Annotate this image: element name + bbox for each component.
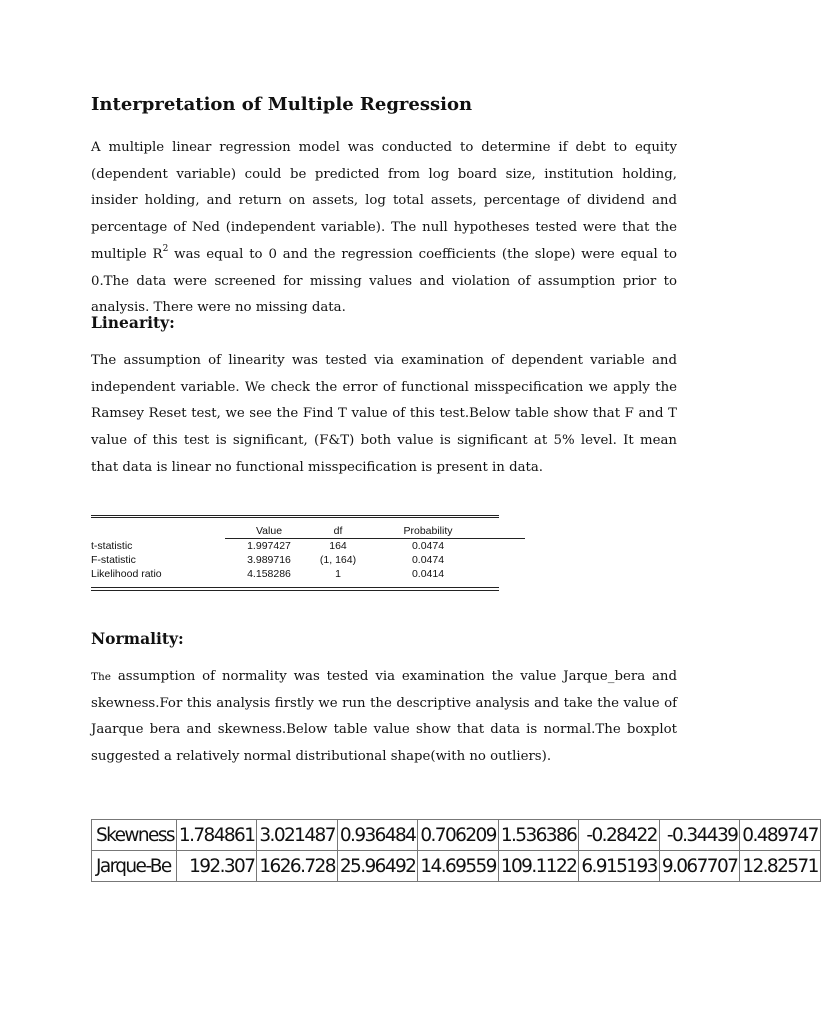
intro-text-2: was equal to 0 and the regression coefficients (the slope) were equal to 0.The data were screened for missing values and violation of assumption prior to analysis. There were no missing data. — [91, 246, 677, 316]
row-label: Likelihood ratio — [91, 568, 162, 580]
row-value: 4.158286 — [247, 568, 291, 580]
table-top-rule — [91, 515, 499, 516]
stats-cell: 3.021487 — [257, 820, 337, 851]
stats-cell: -0.28422 — [579, 820, 659, 851]
stats-row — [92, 820, 821, 851]
stats-cell: 14.69559 — [418, 851, 498, 882]
r-squared-superscript: 2 — [162, 244, 169, 255]
ramsey-reset-table — [91, 513, 499, 593]
page-title: Interpretation of Multiple Regression — [91, 94, 473, 115]
intro-text-1: A multiple linear regression model was conducted to determine if debt to equity (dependent variable) could be predicted from log board size, institution holding, insider holding, and return on assets, log total assets, percentage of dividend and percentage of Ned (independent variable). The null hypotheses tested were that the multiple R — [91, 140, 677, 262]
linearity-heading: Linearity: — [91, 313, 175, 332]
table-bottom-rule — [91, 587, 499, 588]
table-top-rule-2 — [91, 517, 499, 518]
stats-cell: -0.34439 — [659, 820, 739, 851]
col-header-value: Value — [255, 525, 283, 537]
header-underline — [225, 538, 525, 539]
normality-lead: The — [91, 671, 111, 683]
row-probability: 0.0474 — [411, 540, 445, 552]
stats-cell: 0.706209 — [418, 820, 498, 851]
intro-paragraph — [91, 135, 677, 322]
row-df: 1 — [335, 568, 341, 580]
row-value: 3.989716 — [247, 554, 291, 566]
row-probability: 0.0414 — [411, 568, 445, 580]
stats-cell: 1.784861 — [176, 820, 256, 851]
row-df: (1, 164) — [319, 554, 357, 566]
stats-row-label: Jarque-Be — [92, 851, 177, 882]
stats-cell: 1.536386 — [498, 820, 578, 851]
stats-row — [92, 851, 821, 882]
normality-text: assumption of normality was tested via examination the value Jarque_bera and skewness.For this analysis firstly we run the descriptive analysis and take the value of Jaarque bera and skewness.Below table value show that data is normal.The boxplot suggested a relatively normal distributional shape(with no outliers). — [91, 669, 677, 765]
stats-cell: 12.82571 — [740, 851, 820, 882]
stats-cell: 192.307 — [176, 851, 256, 882]
stats-row-label: Skewness — [92, 820, 177, 851]
row-df: 164 — [329, 540, 347, 552]
row-label: F-statistic — [91, 554, 136, 566]
row-label: t-statistic — [91, 540, 133, 552]
row-value: 1.997427 — [247, 540, 291, 552]
col-header-df: df — [333, 525, 343, 537]
stats-cell: 25.96492 — [337, 851, 417, 882]
row-probability: 0.0474 — [411, 554, 445, 566]
normality-paragraph — [91, 664, 677, 771]
table-bottom-rule-2 — [91, 590, 499, 591]
stats-cell: 1626.728 — [257, 851, 337, 882]
stats-cell: 6.915193 — [579, 851, 659, 882]
normality-heading: Normality: — [91, 629, 184, 648]
descriptive-stats-table — [91, 819, 821, 882]
stats-cell: 109.1122 — [498, 851, 578, 882]
col-header-probability: Probability — [403, 525, 453, 537]
stats-cell: 9.067707 — [659, 851, 739, 882]
linearity-paragraph: The assumption of linearity was tested via examination of dependent variable and independent variable. We check the error of functional misspecification we apply the Ramsey Reset test, we see the Find T value of this test.Below table show that F and T value of this test is significant, (F&T) both value is significant at 5% level. It mean that data is linear no functional misspecification is present in data. — [91, 353, 677, 475]
stats-cell: 0.489747 — [740, 820, 820, 851]
stats-cell: 0.936484 — [337, 820, 417, 851]
